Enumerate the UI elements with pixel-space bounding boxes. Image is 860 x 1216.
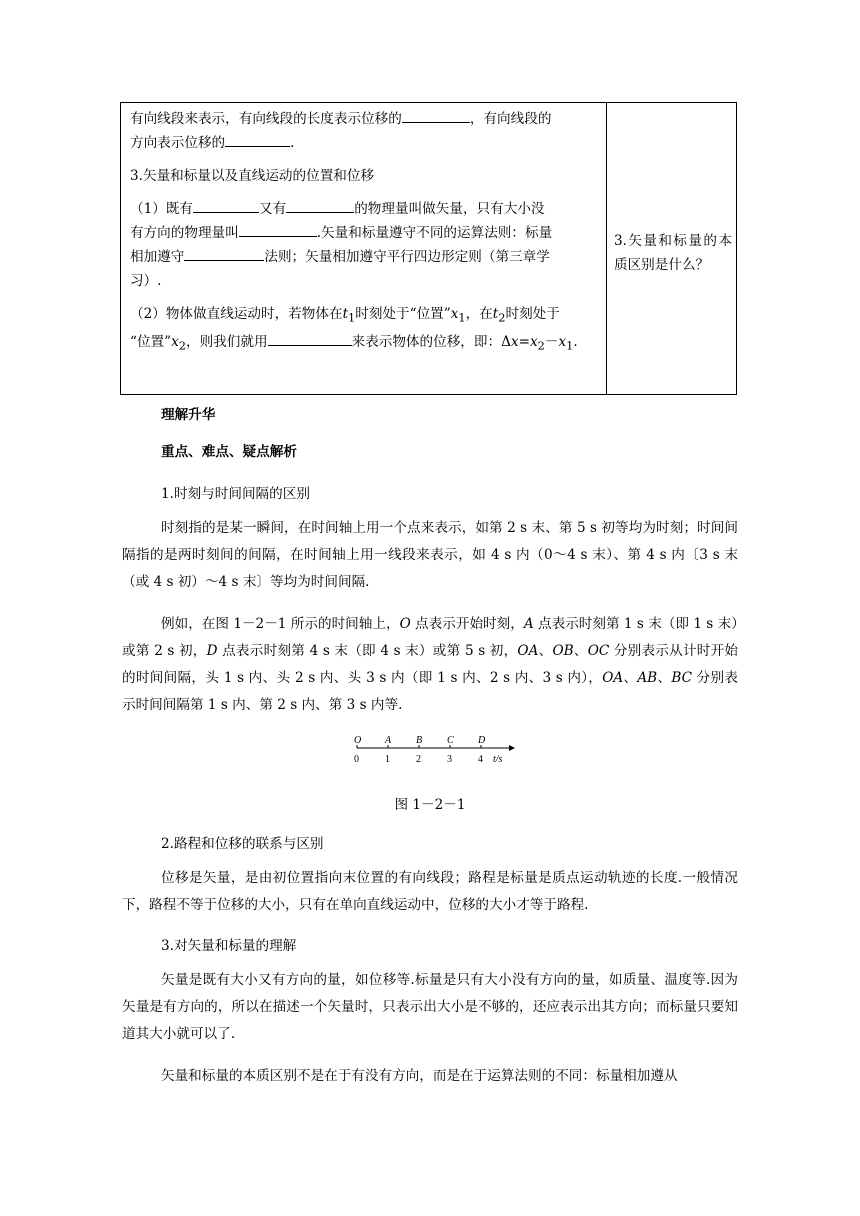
axis-point-letter: B — [416, 735, 423, 746]
segment-label: OB — [552, 643, 574, 659]
text-run: 点表示时刻第 4 s 末（即 4 s 末）或第 5 s 初， — [217, 643, 518, 659]
blank — [286, 198, 354, 213]
s2-paragraph: 位移是矢量，是由初位置指向末位置的有向线段；路程是标量是质点运动轨迹的长度.一般情况下，路程不等于位移的大小，只有在单向直线运动中，位移的大小才等于路程. — [122, 870, 738, 913]
section-title: 理解升华 — [161, 407, 216, 423]
text-run: （2）物体做直线运动时，若物体在 — [130, 306, 343, 322]
text-run: 时刻处于“位置” — [355, 306, 451, 322]
axis-tick-label: 3 — [447, 754, 452, 765]
axis-tick-label: 1 — [385, 754, 390, 765]
segment-label: OC — [587, 643, 610, 659]
axis-tick-label: 0 — [354, 754, 359, 765]
var-x: x — [450, 306, 459, 322]
segment-label: OA — [602, 670, 624, 686]
text-run: . — [290, 135, 295, 151]
text-run: ，有向线段的 — [469, 111, 552, 127]
blank — [402, 108, 470, 123]
fill-line-1 — [130, 107, 600, 131]
table-left-cell — [130, 107, 600, 357]
s3-paragraph-2: 矢量和标量的本质区别不是在于有没有方向，而是在于运算法则的不同：标量相加遵从 — [161, 1068, 678, 1084]
subscript: 1 — [348, 310, 356, 325]
text-run: 分别表示从计时开始的时间间隔，头 1 s 内、头 2 s 内、头 3 s 内（即 1 s 内、2 s 内、3 s 内）， — [122, 643, 739, 686]
text-run: 有方向的物理量叫 — [130, 225, 239, 241]
axis-tick-label: 2 — [416, 754, 421, 765]
text-run: ，在 — [465, 306, 493, 322]
text-run: 有向线段来表示，有向线段的长度表示位移的 — [130, 111, 402, 127]
point-label: A — [523, 616, 534, 632]
var-x: x — [558, 333, 567, 350]
item3-title: 3.矢量和标量以及直线运动的位置和位移 — [130, 168, 375, 184]
var-x: x — [510, 333, 519, 350]
subsection-title: 重点、难点、疑点解析 — [161, 444, 297, 460]
text-run: 来表示物体的位移，即：Δ — [351, 333, 511, 350]
s3-paragraph-1: 矢量是既有大小又有方向的量，如位移等.标量是只有大小没有方向的量，如质量、温度等.因为矢量是有方向的，所以在描述一个矢量时，只表示出大小是不够的，还应表示出其方向；而标量只要知道其大小就可以了. — [122, 972, 738, 1042]
s1-paragraph-2 — [122, 611, 738, 719]
study-table — [120, 102, 737, 395]
var-t: t — [342, 306, 349, 322]
text-run: . — [573, 333, 578, 350]
var-x: x — [171, 333, 179, 350]
axis-point-letter: A — [385, 735, 392, 746]
text-run: 点表示开始时刻， — [410, 616, 524, 632]
var-t: t — [492, 306, 499, 322]
s2-title: 2.路程和位移的联系与区别 — [161, 836, 324, 852]
axis-arrow — [509, 745, 515, 751]
segment-label: OA — [517, 643, 539, 659]
text-run: 的物理量叫做矢量，只有大小没 — [354, 201, 545, 217]
blank — [225, 132, 290, 147]
axis-point-letter: D — [478, 735, 486, 746]
table-column-divider — [606, 103, 607, 394]
item3-2-paragraph — [130, 302, 600, 357]
segment-label: AB — [637, 670, 658, 686]
text-run: “位置” — [130, 333, 172, 350]
text-run: 又有 — [259, 201, 287, 217]
text-run: 、 — [657, 670, 672, 686]
text-run: = — [518, 333, 530, 350]
subscript: 2 — [178, 338, 186, 353]
fill-line-2 — [130, 131, 600, 155]
blank — [268, 331, 352, 346]
time-axis-figure — [349, 733, 519, 767]
subscript: 2 — [537, 338, 545, 353]
text-run: 分别表示时间间隔第 1 s 内、第 2 s 内、第 3 s 内等. — [122, 670, 738, 713]
subscript: 2 — [498, 310, 506, 325]
text-run: 时刻处于 — [505, 306, 560, 322]
s3-title: 3.对矢量和标量的理解 — [161, 938, 297, 954]
item3-1-paragraph — [130, 197, 600, 293]
axis-tick-label: 4 — [478, 754, 483, 765]
text-run: 方向表示位移的 — [130, 135, 226, 151]
figure-caption: 图 1－2－1 — [394, 797, 466, 813]
text-run: 例如，在图 1－2－1 所示的时间轴上， — [161, 616, 400, 632]
axis-point-letter: O — [354, 735, 362, 746]
text-run: 法则；矢量相加遵守平行四边形定则（第三章学 — [264, 249, 550, 265]
text-run: 相加遵守 — [130, 249, 185, 265]
axis-point-letter: C — [447, 735, 454, 746]
table-right-question: 3.矢量和标量的本质区别是什么？ — [614, 233, 732, 273]
text-run: （1）既有 — [130, 201, 194, 217]
subscript: 1 — [458, 310, 466, 325]
text-run: 点表示时刻第 1 s 末（即 1 s 末）或第 2 s 初， — [122, 616, 738, 659]
segment-label: BC — [671, 670, 693, 686]
axis-unit-label: t/s — [493, 754, 503, 765]
s1-paragraph-1: 时刻指的是某一瞬间，在时间轴上用一个点来表示，如第 2 s 末、第 5 s 初等均为时刻；时间间隔指的是两时刻间的间隔，在时间轴上用一线段来表示，如 4 s 内（0～4 s 末）、第 4 s 内〔3 s 末（或 4 s 初）～4 s 末〕等均为时间间隔. — [122, 520, 738, 590]
blank — [239, 222, 317, 237]
blank — [193, 198, 259, 213]
point-label: D — [206, 643, 218, 659]
text-run: ，则我们就用 — [185, 333, 268, 350]
var-x: x — [529, 333, 538, 350]
text-run: 习）. — [130, 273, 162, 289]
text-run: 、 — [573, 643, 588, 659]
blank — [184, 246, 264, 261]
text-run: 、 — [538, 643, 553, 659]
s1-title: 1.时刻与时间间隔的区别 — [161, 486, 310, 502]
text-run: .矢量和标量遵守不同的运算法则：标量 — [316, 225, 553, 241]
subscript: 1 — [566, 338, 574, 353]
text-run: 、 — [623, 670, 638, 686]
point-label: O — [399, 616, 411, 632]
text-run: － — [544, 333, 559, 350]
